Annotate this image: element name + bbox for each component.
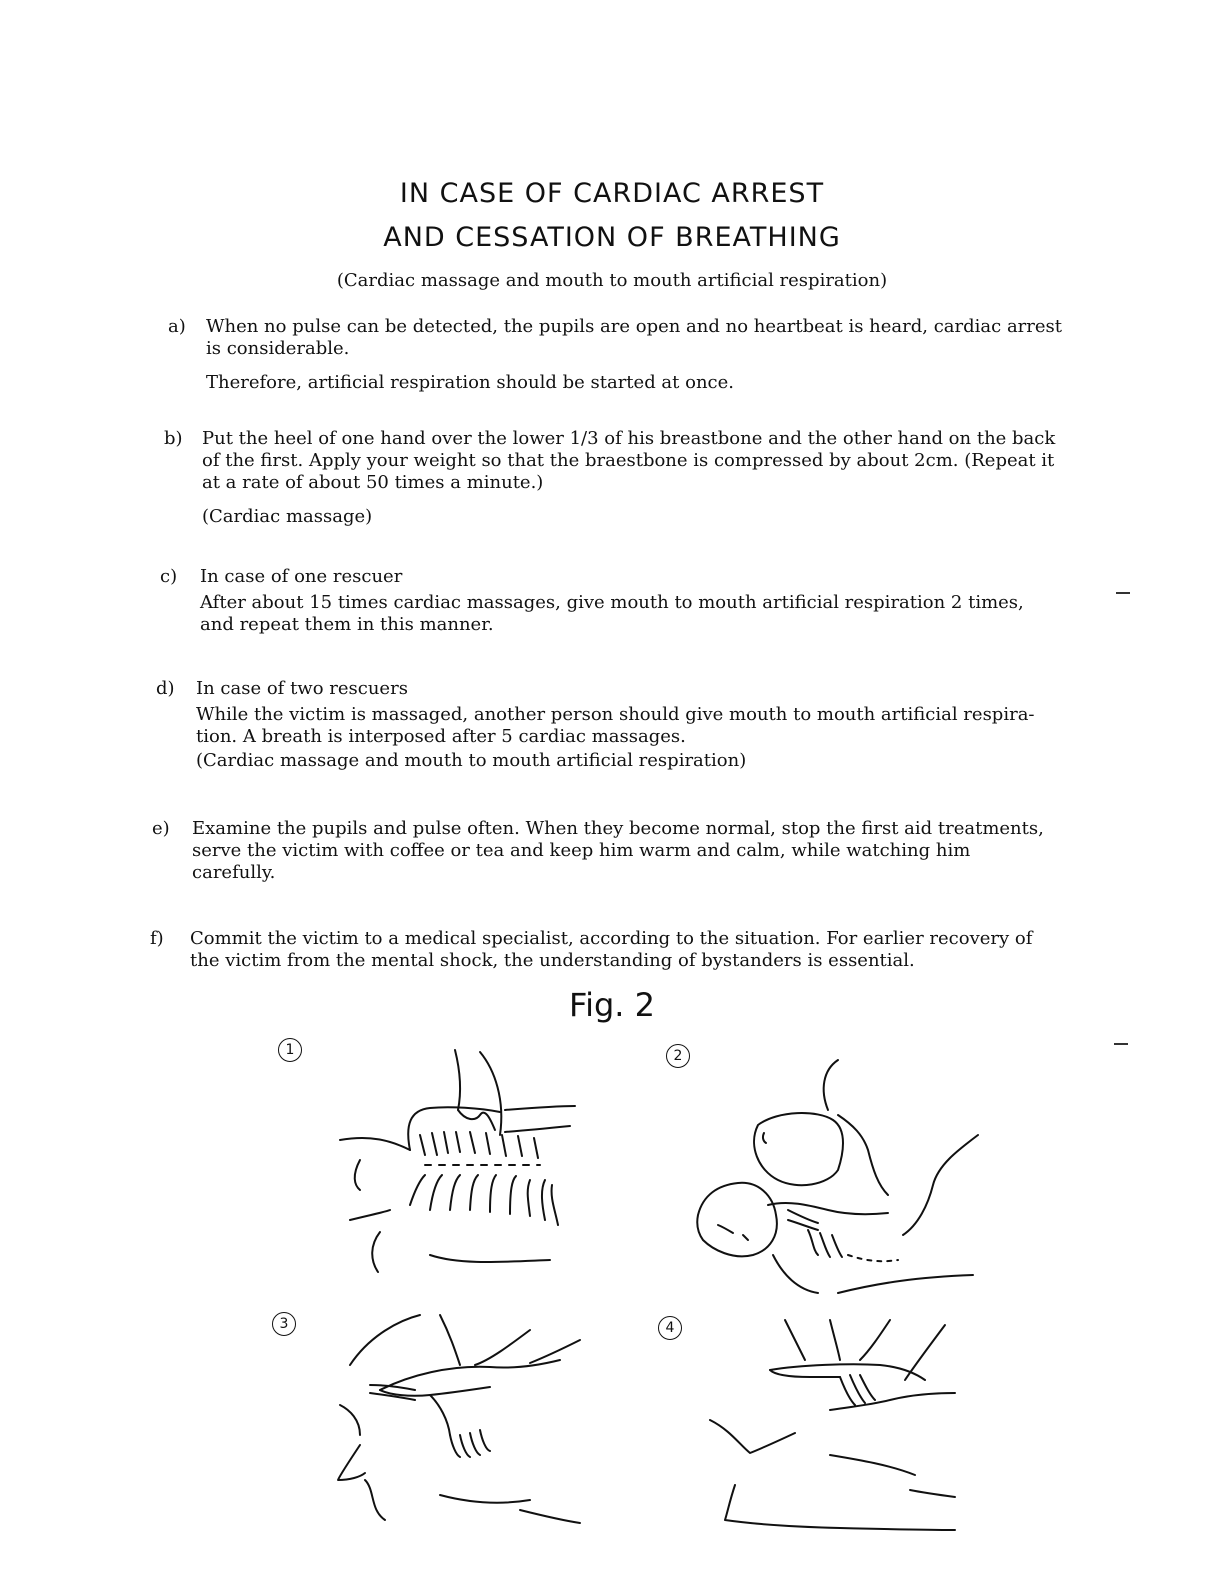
item-label: c) bbox=[160, 566, 178, 587]
panel-number-4: 4 bbox=[658, 1316, 682, 1340]
cpr-illustration-4-icon bbox=[700, 1315, 965, 1545]
item-paragraph: Commit the victim to a medical specialist, according to the situation. For earlier recovery of the victim from the mental shock, the understanding of bystanders is essential. bbox=[190, 928, 1033, 971]
item-paragraph: While the victim is massaged, another person should give mouth to mouth artificial respira-tion. A breath is interposed after 5 cardiac massages. bbox=[196, 704, 1035, 747]
item-paragraph: Examine the pupils and pulse often. When they become normal, stop the first aid treatments, serve the victim with coffee or tea and keep him warm and calm, while watching him carefully. bbox=[192, 818, 1044, 883]
page-title-line-1: IN CASE OF CARDIAC ARREST bbox=[399, 178, 825, 209]
figure-title: Fig. 2 bbox=[569, 986, 655, 1024]
item-paragraph: When no pulse can be detected, the pupils are open and no heartbeat is heard, cardiac arrest is considerable. bbox=[206, 316, 1063, 359]
panel-number-1: 1 bbox=[278, 1038, 302, 1062]
cpr-illustration-3-icon bbox=[330, 1305, 590, 1535]
page-title-line-2: AND CESSATION OF BREATHING bbox=[383, 222, 841, 253]
item-paragraph: (Cardiac massage and mouth to mouth artificial respiration) bbox=[196, 750, 747, 771]
cpr-illustration-1-icon bbox=[330, 1040, 590, 1280]
cpr-illustration-2-icon bbox=[688, 1055, 983, 1295]
page-subtitle: (Cardiac massage and mouth to mouth artificial respiration) bbox=[336, 270, 888, 291]
item-paragraph: Therefore, artificial respiration should be started at once. bbox=[206, 372, 735, 393]
margin-mark bbox=[1114, 1043, 1128, 1045]
panel-number-3: 3 bbox=[272, 1312, 296, 1336]
item-paragraph: (Cardiac massage) bbox=[202, 506, 373, 527]
item-label: a) bbox=[168, 316, 186, 337]
item-label: e) bbox=[152, 818, 170, 839]
item-paragraph: After about 15 times cardiac massages, give mouth to mouth artificial respiration 2 times, and repeat them in this manner. bbox=[200, 592, 1024, 635]
margin-mark bbox=[1116, 592, 1130, 594]
item-paragraph: In case of one rescuer bbox=[200, 566, 403, 587]
panel-number-2: 2 bbox=[666, 1044, 690, 1068]
item-paragraph: In case of two rescuers bbox=[196, 678, 408, 699]
item-label: b) bbox=[164, 428, 183, 449]
item-label: d) bbox=[156, 678, 175, 699]
item-paragraph: Put the heel of one hand over the lower 1/3 of his breastbone and the other hand on the back of the first. Apply your weight so that the braestbone is compressed by about 2cm. (Repeat it at a rate of about 50 times a minute.) bbox=[202, 428, 1056, 493]
item-label: f) bbox=[150, 928, 164, 949]
